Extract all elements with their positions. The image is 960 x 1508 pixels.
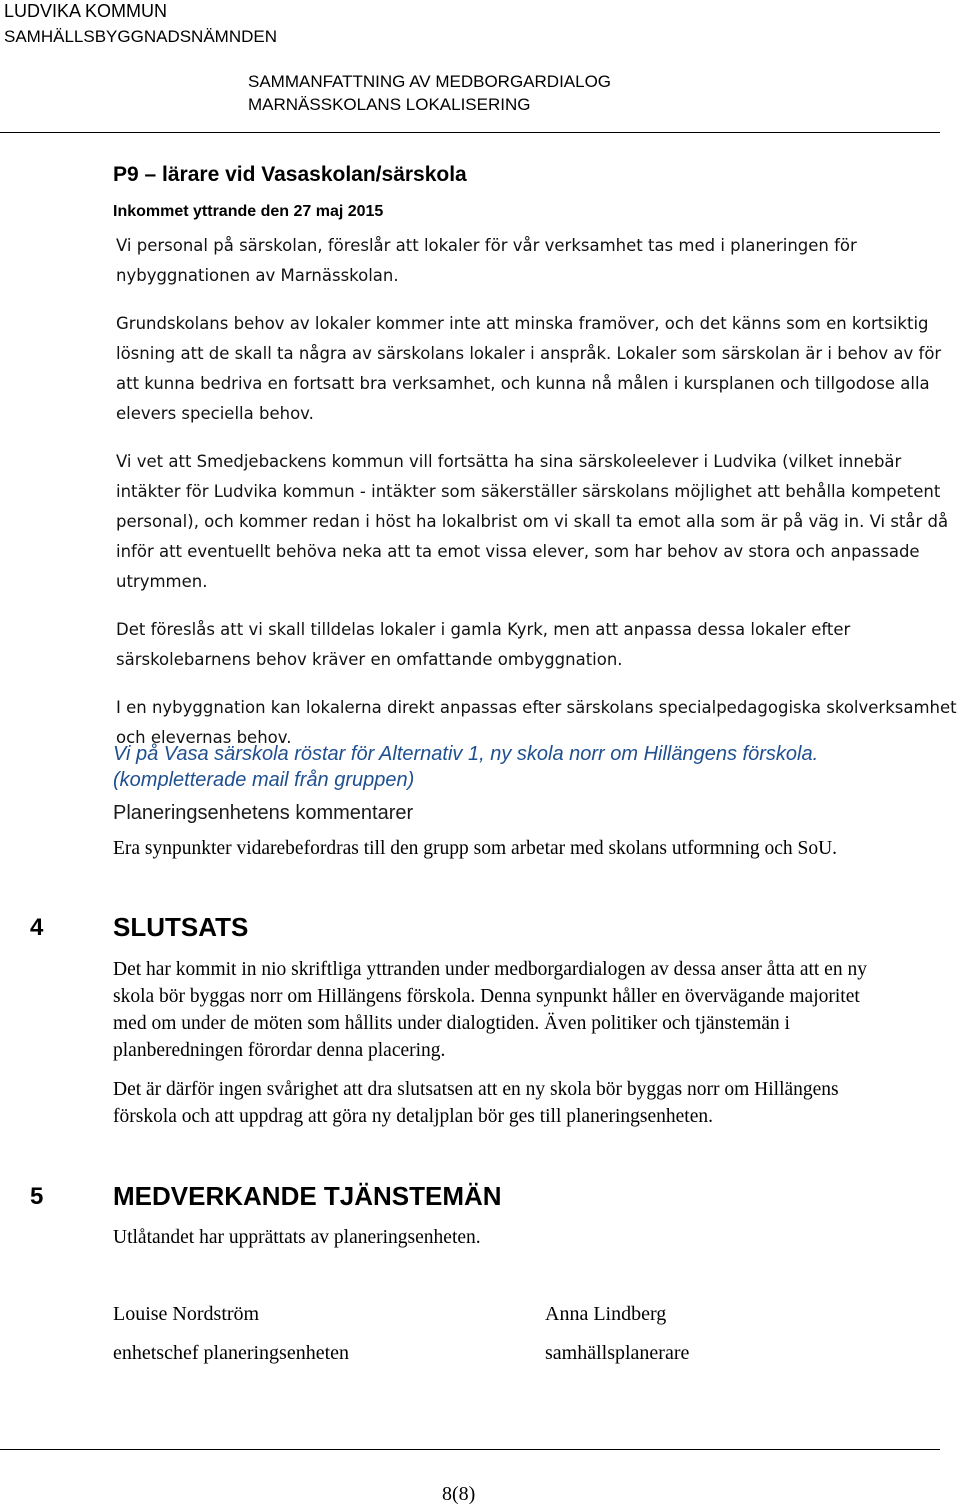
signature-role: samhällsplanerare <box>545 1342 690 1364</box>
org-name: LUDVIKA KOMMUN <box>4 1 168 21</box>
signature-role: enhetschef planeringsenheten <box>113 1342 350 1364</box>
signature-name: Louise Nordström <box>113 1303 260 1325</box>
letter-paragraph: Vi vet att Smedjebackens kommun vill fortsätta ha sina särskoleelever i Ludvika (vilket innebär intäkter för Ludvika kommun - intäkter som säkerställer särskolans möjlighet att behålla kompetent personal), och kommer redan i höst ha lokalbrist om vi skall ta emot alla som är på väg in. Vi står då inför att eventuellt behöva neka att ta emot vissa elever, som har behov av stora och anpassade utrymmen. <box>116 452 949 591</box>
comment-text <box>113 835 873 862</box>
signature-name: Anna Lindberg <box>545 1303 667 1325</box>
section-4-paragraph: Det är därför ingen svårighet att dra slutsatsen att en ny skola bör byggas norr om Hillängens förskola och att uppdrag att göra ny detaljplan bör ges till planeringsenheten. <box>113 1079 839 1127</box>
board-name: SAMHÄLLSBYGGNADSNÄMNDEN <box>4 27 278 46</box>
letter-paragraph: Det föreslås att vi skall tilldelas lokaler i gamla Kyrk, men att anpassa dessa lokaler efter särskolebarnens behov kräver en omfattande ombyggnation. <box>116 620 851 669</box>
p9-received-date: Inkommet yttrande den 27 maj 2015 <box>113 203 384 220</box>
section-4-number: 4 <box>30 914 44 941</box>
p9-vote: Vi på Vasa särskola röstar för Alternativ 1, ny skola norr om Hillängens förskola. (kompletterade mail från gruppen) <box>113 743 819 791</box>
doc-subtitle: MARNÄSSKOLANS LOKALISERING <box>248 95 531 114</box>
letter-paragraph: Grundskolans behov av lokaler kommer inte att minska framöver, och det känns som en kortsiktig lösning att de skall ta några av särskolans lokaler i anspråk. Lokaler som särskolan är i behov av för att kunna bedriva en fortsatt bra verksamhet, och kunna nå målen i kursplanen och tillgodose alla elevers speciella behov. <box>116 314 942 423</box>
p9-letter <box>116 231 960 753</box>
footer-rule <box>0 1449 940 1450</box>
comment-heading: Planeringsenhetens kommentarer <box>113 802 414 824</box>
comment-paragraph: Era synpunkter vidarebefordras till den grupp som arbetar med skolans utformning och SoU. <box>113 838 838 859</box>
page-number: 8(8) <box>442 1483 476 1505</box>
section-4-title: SLUTSATS <box>113 912 249 942</box>
section-4-paragraph: Det har kommit in nio skriftliga yttranden under medborgardialogen av dessa anser åtta att en ny skola bör byggas norr om Hillängens förskola. Denna synpunkt håller en övervägande majoritet med om under de möten som hållits under dialogtiden. Även politiker och tjänstemän i planberedningen förordar denna placering. <box>113 959 867 1061</box>
header-rule <box>0 132 940 133</box>
section-5-number: 5 <box>30 1183 44 1210</box>
letter-paragraph: Vi personal på särskolan, föreslår att lokaler för vår verksamhet tas med i planeringen för nybyggnationen av Marnässkolan. <box>116 236 857 285</box>
section-5-title: MEDVERKANDE TJÄNSTEMÄN <box>113 1181 502 1211</box>
doc-title: SAMMANFATTNING AV MEDBORGARDIALOG <box>248 72 612 91</box>
p9-title: P9 – lärare vid Vasaskolan/särskola <box>113 163 467 186</box>
section-5-text: Utlåtandet har upprättats av planeringsenheten. <box>113 1227 481 1248</box>
section-4-body <box>113 956 893 1130</box>
letter-paragraph: I en nybyggnation kan lokalerna direkt anpassas efter särskolans specialpedagogiska skolverksamhet och elevernas behov. <box>116 698 957 747</box>
